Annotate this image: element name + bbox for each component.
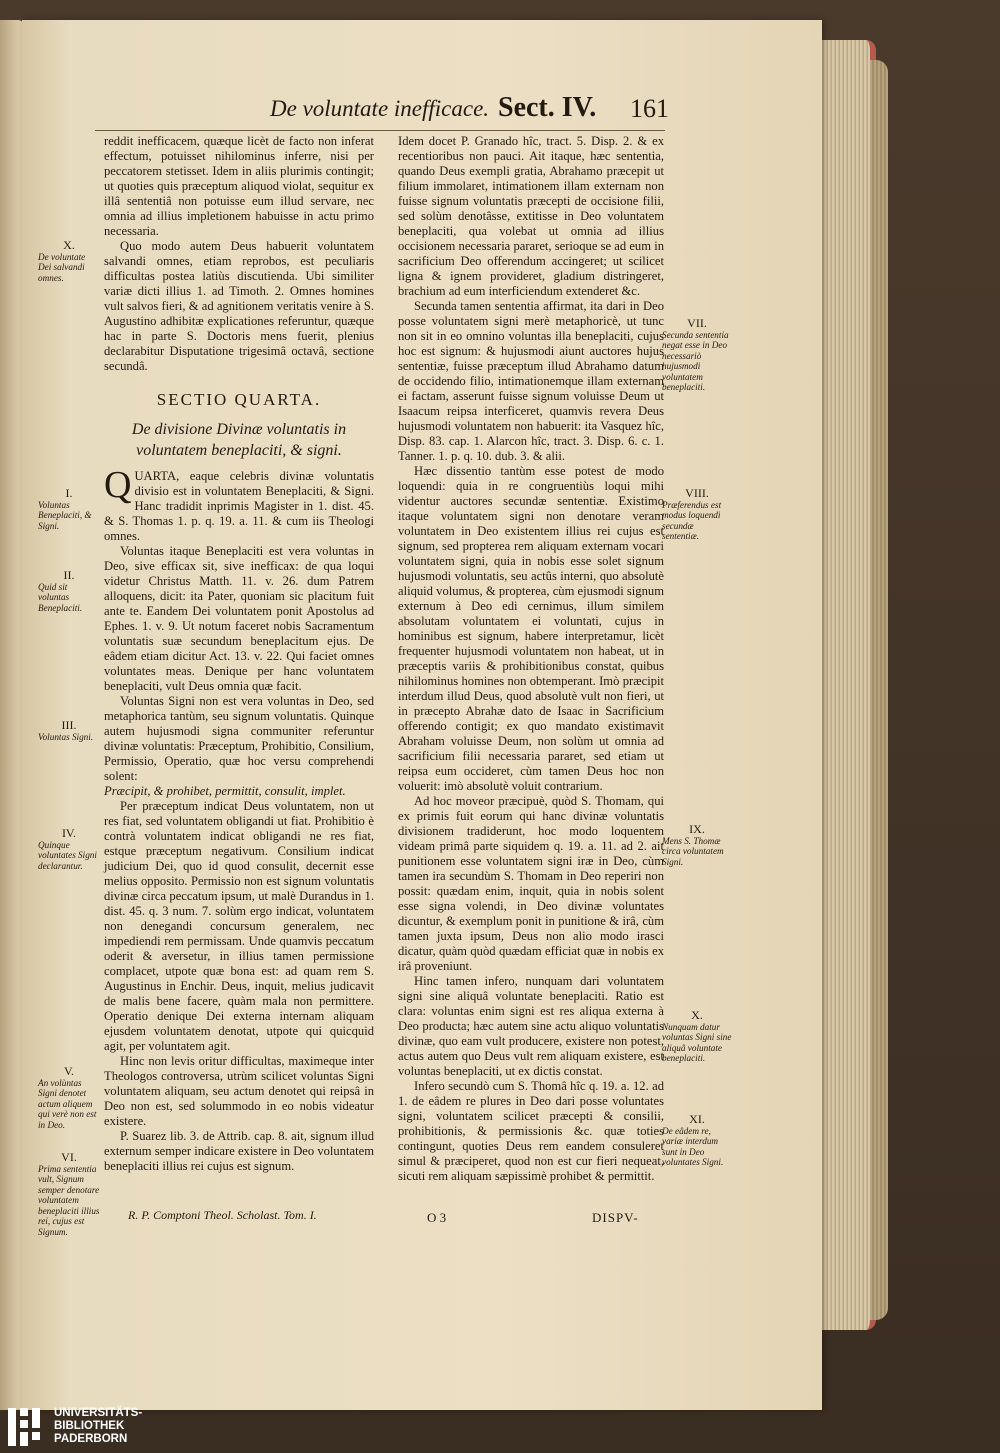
- library-logo-icon: [6, 1406, 48, 1448]
- margin-note-number: XI.: [689, 1112, 705, 1126]
- margin-note-text: De voluntate Dei salvandi omnes.: [38, 251, 86, 283]
- page-block-edges: [820, 40, 876, 1330]
- section-subtitle: De divisione Divinæ voluntatis in voluntatem beneplaciti, & signi.: [131, 421, 347, 459]
- paragraph: Ad hoc moveor præcipuè, quòd S. Thomam, qui ex primis fuit eorum qui hanc divinæ voluntatis divisionem tradiderunt, hoc modo loquentem videam primâ parte siquidem q. 19. a. 11. ad 2. ait punitionem esse voluntatem signi iræ in Deo, cùm tamen ira secundùm S. Thomam in Deo reperiri non possit: quædam enim, inquit, quia in nobis solent esse signa volendi, in Deo divinæ voluntates dicuntur, & exemplum ponit in punitione & irâ, cùm tamen juxta ipsum, Deus non alio modo irasci dicatur, quàm quòd quædam efficiat quæ in nobis ex irâ proveniunt.: [398, 794, 664, 973]
- paragraph: Secunda tamen sententia affirmat, ita dari in Deo posse voluntatem signi merè metaphoricè, ut tunc non sit in eo omnino voluntas illa beneplaciti, cujus hoc est signum: & hujusmodi aiunt auctores hujus sententiæ, fuisse præceptum illud Abrahamo datum de occidendo filio, intimationemque illam externam ei factam, asserunt fuisse signum voluisse Deum ut Isaacum reipsa interficeret, quamvis revera Deus hujusmodi voluntatem non habuerit: ita Vasquez hîc, Disp. 83. cap. 1. Alarcon hîc, tract. 3. Disp. 6. c. 1. Tanner. 1. p. q. 10. dub. 3. & alii.: [398, 299, 664, 463]
- margin-note-text: Nunquam datur voluntas Signi sine aliquâ voluntate beneplaciti.: [662, 1021, 732, 1063]
- paragraph: Idem docet P. Granado hîc, tract. 5. Disp. 2. & ex recentioribus non pauci. Ait itaque, hæc sententia, quando Deus exempli gratia, Abrahamo præcepit ut filium immolaret, intimationem illam externam non fuisse signum voluntatis præcepti de occisione filii, sed solùm denotâsse, extitisse in Deo voluntatem beneplaciti, qua volebat ut omnia ad illius occisionem necessaria pararet, serioque se ad eum in sacrificium Deo offerendum accingeret; ut scilicet ligna & ignem provideret, gladium distringeret, brachium ad eum interficiendum extenderet &c.: [398, 134, 664, 298]
- paragraph: Infero secundò cum S. Thomâ hîc q. 19. a. 12. ad 1. de eâdem re plures in Deo dari posse voluntates signi, voluntatem scilicet præcepti & consilii, prohibitionis, & permissionis &c. quæ toties contingunt, quoties Deus rem eandem consuleret simul & præciperet, quod non est cur fieri nequeat, sicuti rem aliquam sæpissimè prohibet & permittit.: [398, 1079, 664, 1183]
- margin-note-number: IX.: [689, 822, 705, 836]
- margin-note: [38, 828, 100, 871]
- binding-edge: [870, 60, 888, 1320]
- margin-note-number: X.: [691, 1008, 703, 1022]
- running-footer-title: R. P. Comptoni Theol. Scholast. Tom. I.: [128, 1208, 317, 1222]
- drop-cap: Q: [104, 464, 132, 506]
- margin-note-text: Mens S. Thomæ circa voluntatem Signi.: [662, 835, 724, 867]
- margin-note-number: X.: [63, 238, 75, 252]
- paragraph: Hæc dissentio tantùm esse potest de modo loquendi: quia in re congruentiùs loqui mihi videntur auctores secundæ sententiæ. Existimo itaque voluntatem signi non denotare veram voluntatem in Deo existentem illius rei cujus est signum, sed propterea rem aliquam externam vocari voluntatem signi, quia in nobis esse solet signum hujusmodi voluntatis, seu actûs interni, quo absolutè aliquid volumus, & propterea, cùm ejusmodi signum externum à Deo edi cernimus, illum similem absolutam voluntatem ei voluntati, cujus in hominibus est signum, habere interpretamur, licèt frequenter hujusmodi voluntatem non habeat, ut in præceptis variis & prohibitionibus constat, quibus nihilominus homines non obtemperant. Imò præcipit interdum illud Deus, quod absolutè vult non fieri, ut in præcepto Abrahæ dato de Isaac in Sacrificium offerendo contigit; ex quo mandato existimavit Abraham voluisse Deum, non solùm ut omnia ad sacrificium filii necessaria pararet, sed etiam ut reipsa eum occideret, cùm tamen Deus hoc non voluerit: imò absolutè voluit contrarium.: [398, 464, 664, 793]
- header-section: Sect. IV.: [498, 92, 597, 123]
- margin-note-number: V.: [63, 1064, 75, 1078]
- library-logo-text: [54, 1407, 142, 1446]
- margin-note-number: VIII.: [685, 486, 709, 500]
- margin-note: [38, 570, 100, 613]
- header-rule: [95, 130, 665, 131]
- library-logo: [6, 1404, 166, 1450]
- paragraph: Hinc non levis oritur difficultas, maximeque inter Theologos controversa, utrùm scilicet voluntas Signi voluntatem aliquam, seu actum denotet qui reipsâ in Deo non est, sed solummodo in eo nobis videatur existere.: [104, 1054, 374, 1128]
- right-column: [398, 134, 664, 1184]
- logo-line: UNIVERSITÄTS-: [54, 1407, 143, 1419]
- margin-note-number: II.: [63, 568, 75, 582]
- margin-note: [38, 1152, 100, 1237]
- margin-note-number: VI.: [61, 1150, 77, 1164]
- logo-line: PADERBORN: [54, 1433, 128, 1445]
- margin-note-number: IV.: [61, 826, 77, 840]
- margin-note-text: Prima sententia vult, Signum semper denotare voluntatem beneplaciti illius rei, cujus est Signum.: [38, 1163, 100, 1237]
- logo-line: BIBLIOTHEK: [54, 1420, 125, 1432]
- signature-mark: O 3: [427, 1210, 447, 1225]
- paragraph: [104, 464, 374, 544]
- margin-note-text: Voluntas Signi.: [38, 731, 94, 742]
- header-title: De voluntate inefficace.: [270, 96, 490, 121]
- paragraph: Hinc tamen infero, nunquam dari voluntatem signi sine aliquâ voluntate beneplaciti. Ratio est clara: voluntas enim signi est res aliqua externa à Deo producta; hæc autem sine actu aliquo voluntatis divinæ, quo eam vult producere, existere non potest, actus autem quo Deus vult rem aliquam existere, est voluntas beneplaciti, ut ex dictis constat.: [398, 974, 664, 1078]
- paragraph: Quo modo autem Deus habuerit voluntatem salvandi omnes, etiam reprobos, est peculiaris difficultas postea latiùs discutienda. Ubi similiter variæ dicti illius 1. ad Timoth. 2. Omnes homines vult salvos fieri, & ad agnitionem veritatis venire à S. Augustino adhibitæ explicationes referuntur, quæque hac in parte S. Doctoris mens fuerit, plenius declarabitur Disputatione trigesimâ octavâ, sectione secundâ.: [104, 239, 374, 373]
- paragraph: reddit inefficacem, quæque licèt de facto non inferat effectum, potuisset nihilominus inferre, nisi per peccatorem stetisset. Idem in aliis plurimis contingit; ut quoties quis præceptum aliquod violat, sequitur ex illâ sententiâ non potuisse eum illud servare, nec omnia ad illius impletionem habuisse in actu primo necessaria.: [104, 134, 374, 238]
- margin-note-text: Præferendus est modus loquendi secundæ sententiæ.: [662, 499, 722, 541]
- page-number: 161: [630, 94, 669, 123]
- margin-note: [38, 488, 100, 531]
- margin-note-text: Voluntas Beneplaciti, & Signi.: [38, 499, 92, 531]
- margin-note-text: Quinque voluntates Signi declarantur.: [38, 839, 97, 871]
- margin-note: [662, 1010, 732, 1064]
- margin-note: [38, 720, 100, 742]
- paragraph: P. Suarez lib. 3. de Attrib. cap. 8. ait, signum illud externum semper indicare existere in Deo voluntatem beneplaciti illius rei cujus est signum.: [104, 1129, 374, 1173]
- paragraph-text: UARTA, eaque celebris divinæ voluntatis divisio est in voluntatem Beneplaciti, & Signi. Hanc tradidit inprimis Magister in 1. dist. 45. & S. Thomas 1. p. q. 19. a. 11. & cum iis Theologi omnes.: [104, 469, 374, 543]
- paragraph: Voluntas itaque Beneplaciti est vera voluntas in Deo, sive efficax sit, sive inefficax: de qua loqui videtur Christus Matth. 11. v. 26. dum Patrem alloquens, dicit: ita Pater, quoniam sic placitum fuit ante te. Eandem Dei voluntatem ponit Apostolus ad Ephes. 1. v. 9. Ut notum faceret nobis Sacramentum voluntatis suæ secundum beneplacitum ejus. De eâdem etiam dicitur Act. 13. v. 22. Qui faciet omnes voluntates meas. Denique per hanc voluntatem beneplaciti, vult Deus omnia quæ facit.: [104, 544, 374, 693]
- catchword: DISPV-: [592, 1210, 639, 1225]
- margin-note-text: Quid sit voluntas Beneplaciti.: [38, 581, 83, 613]
- margin-note-number: I.: [65, 486, 73, 500]
- margin-note: [662, 1114, 732, 1168]
- paragraph: Per præceptum indicat Deus voluntatem, non ut res fiat, sed voluntatem obligandi ut fiat. Prohibitio è contrà voluntatem indicat obligandi ne res fiat, estque præceptum negativum. Consilium indicat judicium Dei, quo id quod consulit, decernit esse melius opposito. Permissio non est signum voluntatis divinæ circa peccatum ipsum, ut malè Durandus in 1. dist. 45. q. 3 num. 7. solùm ergo indicat, voluntatem non denegandi concursum generalem, nec impediendi rem permissam. Unde quamvis peccatum oderit & aversetur, in illius tamen permissione complacet, utpote quæ bona est: ad quam rem S. Augustinus in Enchir. Deus, inquit, melius judicavit de malis bene facere, quàm mala non permittere. Operatio denique Dei externa internam aliquam ejusdem voluntatem denotat, utpote qui quicquid agit, per voluntatem agit.: [104, 799, 374, 1053]
- margin-note-number: III.: [61, 718, 77, 732]
- margin-note-text: Secunda sententia negat esse in Deo necessariò hujusmodi voluntatem beneplaciti.: [662, 329, 729, 392]
- margin-note-number: VII.: [687, 316, 707, 330]
- paragraph: Voluntas Signi non est vera voluntas in Deo, sed metaphorica tantùm, seu signum voluntatis. Quinque autem hujusmodi signa communiter referuntur divinæ voluntatis: Præceptum, Prohibitio, Consilium, Permissio, Operatio, quæ hoc versu comprehendi solent:: [104, 694, 374, 783]
- margin-note: [662, 488, 732, 542]
- margin-note: [38, 1066, 100, 1130]
- margin-note-text: De eâdem re, variæ interdum sunt in Deo voluntates Signi.: [662, 1125, 724, 1167]
- margin-note: [662, 824, 732, 867]
- running-header: [270, 92, 670, 128]
- margin-note: [662, 318, 732, 393]
- margin-note: [38, 240, 100, 283]
- margin-note-text: An volùntas Signi denotet actum aliquem qui verè non est in Deo.: [38, 1077, 97, 1130]
- left-column: [104, 134, 374, 1174]
- verse-line: Præcipit, & prohibet, permittit, consulit, implet.: [104, 784, 346, 798]
- facing-page-edge: [0, 20, 24, 1410]
- section-title: SECTIO QUARTA.: [156, 390, 322, 409]
